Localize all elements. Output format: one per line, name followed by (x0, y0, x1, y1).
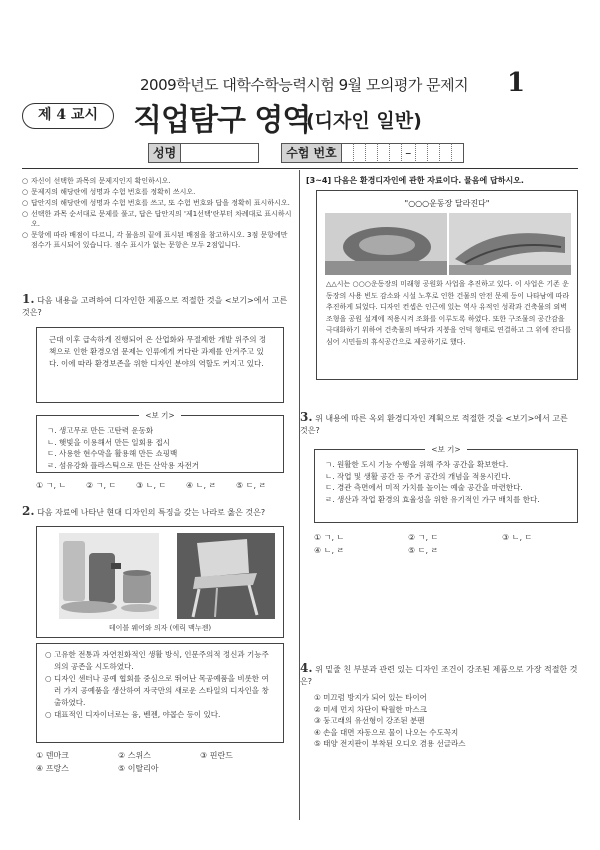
exam-number-digit[interactable] (440, 143, 452, 163)
answer-choice[interactable]: ① 미끄럼 방지가 되어 있는 타이어 (314, 693, 427, 702)
bullet-text: 디자인 센터나 공예 협회를 중심으로 뛰어난 목공예품을 비롯한 여러 가지 공예품을 생산하여 자국만의 새로운 스타일의 디자인을 창출하였다. (54, 674, 269, 707)
bogi-item: ㄴ. 햇빛을 이용해서 만든 일회용 접시 (47, 437, 170, 447)
bogi-item: ㄹ. 섬유강화 플라스틱으로 만든 산악용 자전거 (47, 460, 199, 470)
answer-choice[interactable]: ④ 프랑스 (36, 764, 69, 773)
answer-choice[interactable]: ① ㄱ, ㄴ (36, 481, 67, 490)
name-id-row (148, 143, 464, 163)
exam-number-digit[interactable] (378, 143, 390, 163)
answer-choices (314, 692, 578, 750)
bogi-item: ㄱ. 생고무로 만든 고탄력 운동화 (47, 426, 154, 435)
exam-number-digit[interactable] (366, 143, 378, 163)
question-2 (22, 505, 294, 775)
subject-title: 직업탐구 영역 (133, 103, 311, 138)
exam-number-digit[interactable] (428, 143, 440, 163)
answer-choices (314, 531, 578, 557)
section-header: [3~4] 다음은 환경디자인에 관한 자료이다. 물음에 답하시오. (306, 176, 524, 185)
question-3 (300, 411, 578, 557)
bogi-box (36, 411, 284, 473)
bogi-item: ㄴ. 작업 및 생활 공간 등 주거 공간의 개념을 적용시킨다. (325, 471, 511, 481)
article-headline: "○○○운동장 달라진다" (404, 199, 490, 208)
exam-number-digit[interactable] (342, 143, 354, 163)
figure-box (36, 526, 284, 638)
question-number: 4. (300, 661, 313, 675)
bullet-text: 고유한 전통과 자연친화적인 생활 방식, 인문주의적 정신과 기능주의의 공존을 시도하였다. (54, 650, 269, 671)
session-badge: 제 4 교시 (22, 103, 114, 129)
answer-choice[interactable]: ② ㄱ, ㄷ (408, 533, 439, 542)
bogi-box (314, 445, 578, 523)
bogi-item: ㄱ. 원활한 도시 기능 수행을 위해 주차 공간을 확보한다. (325, 460, 509, 469)
answer-choice[interactable]: ⑤ 태양 전지판이 부착된 오디오 겸용 선글라스 (314, 739, 466, 748)
page-number: 1 (507, 68, 526, 98)
exam-number-digit[interactable] (354, 143, 366, 163)
answer-choice[interactable]: ⑤ ㄷ, ㄹ (408, 546, 439, 555)
notice-item: ○ 자신이 선택한 과목의 문제지인지 확인하시오. (22, 176, 294, 186)
answer-choice[interactable]: ① 덴마크 (36, 751, 69, 760)
question-text: 위 밑줄 친 부분과 관련 있는 디자인 조건이 강조된 제품으로 가장 적절한 것은? (300, 665, 578, 686)
exam-number-digit[interactable] (416, 143, 428, 163)
answer-choice[interactable]: ④ 손을 대면 자동으로 물이 나오는 수도꼭지 (314, 727, 459, 737)
notice-item: ○ 답안지의 해당란에 성명과 수험 번호를 쓰고, 또 수험 번호와 답을 정확히 표시하시오. (22, 198, 294, 208)
bogi-item: ㄹ. 생산과 작업 환경의 효율성을 위한 유기적인 가구 배치를 한다. (325, 494, 540, 504)
subject-subtitle: (디자인 일반) (306, 110, 422, 132)
notice-item: ○ 문제지의 해당란에 성명과 수험 번호를 정확히 쓰시오. (22, 187, 294, 197)
question-4 (300, 662, 578, 750)
question-number: 3. (300, 410, 313, 424)
question-number: 2. (22, 504, 35, 518)
name-label: 성명 (148, 143, 181, 163)
answer-choice[interactable]: ② ㄱ, ㄷ (86, 481, 117, 490)
exam-number-digit[interactable] (452, 143, 464, 163)
answer-choice[interactable]: ③ ㄴ, ㄷ (502, 533, 533, 542)
passage-box: 근대 이후 급속하게 진행되어 온 산업화와 무절제한 개발 위주의 정책으로 인한 환경오염 문제는 인류에게 커다란 과제를 안겨주고 있다. 이에 따라 환경보존을 위한 디자인 분야의 역할도 커지고 있다. (36, 327, 284, 403)
exam-title: 2009학년도 대학수학능력시험 9월 모의평가 문제지 (140, 76, 469, 94)
question-number: 1. (22, 292, 35, 306)
answer-choice[interactable]: ⑤ ㄷ, ㄹ (236, 481, 267, 490)
article-text: △△시는 ○○○운동장의 미래형 공원화 사업을 추진하고 있다. 이 사업은 기존 운동장의 사용 빈도 감소와 시설 노후로 인한 건물의 안전 문제 등이 나타남에 따라 추진하게 되었다. 디자인 컨셉은 인근에 있는 역사 유적인 성곽과 건축물의 외벽 조형을 공원 설계에 적용시켜 조화를 이루도록 하였다. 또한 구조물의 공간감을 극대화하기 위하여 건축물의 바닥과 지붕을 언덕 형태로 연결하고 그 위에 잔디를 심어 시민들의 휴식공간으로 제공하기로 했다. (326, 280, 572, 346)
answer-choice[interactable]: ② 스위스 (118, 751, 151, 760)
bullet-text: 대표적인 디자이너로는 융, 벤젠, 야콥슨 등이 있다. (54, 710, 221, 719)
bogi-item: ㄷ. 사용한 현수막을 활용해 만든 쇼핑백 (47, 449, 178, 458)
notice-item: ○ 문항에 따라 배점이 다르니, 각 물음의 끝에 표시된 배점을 참고하시오. 3점 문항에만 점수가 표시되어 있습니다. 점수 표시가 없는 문항은 모두 2점입니다. (22, 230, 294, 250)
exam-number-dash: – (402, 143, 416, 163)
question-text: 다음 내용을 고려하여 디자인한 제품으로 적절한 것을 <보기>에서 고른 것은? (22, 296, 288, 317)
chair-photo (177, 533, 275, 619)
answer-choice[interactable]: ④ ㄴ, ㄹ (186, 481, 217, 490)
bullet-item: ○ 디자인 센터나 공예 협회를 중심으로 뛰어난 목공예품을 비롯한 여러 가지 공예품을 생산하여 자국만의 새로운 스타일의 디자인을 창출하였다. (45, 674, 269, 707)
notice-item: ○ 선택한 과목 순서대로 문제를 풀고, 답은 답안지의 '제1선택'란부터 차례대로 표시하시오. (22, 209, 294, 229)
answer-choice[interactable]: ⑤ 이탈리아 (118, 764, 159, 773)
answer-choice[interactable]: ④ ㄴ, ㄹ (314, 546, 345, 555)
bullet-box (36, 643, 284, 743)
answer-choice[interactable]: ③ 둥고래의 유선형이 강조된 분팬 (314, 716, 425, 725)
answer-choice[interactable]: ③ 핀란드 (200, 751, 233, 760)
question-1 (22, 293, 294, 492)
notice-list (22, 176, 294, 251)
exam-number-label: 수험 번호 (281, 143, 342, 163)
header-rule (22, 168, 578, 169)
answer-choice[interactable]: ① ㄱ, ㄴ (314, 533, 345, 542)
stadium-photos (325, 213, 571, 275)
answer-choices (36, 479, 294, 492)
bogi-item: ㄷ. 경관 측면에서 미적 가치를 높이는 예술 공간을 마련한다. (325, 483, 523, 492)
question-text: 위 내용에 따른 옥외 환경디자인 계획으로 적절한 것을 <보기>에서 고른 것은? (300, 414, 568, 435)
article-box (316, 190, 578, 380)
bullet-item: ○ 고유한 전통과 자연친화적인 생활 방식, 인문주의적 정신과 기능주의의 공존을 시도하였다. (45, 650, 269, 671)
exam-number-digit[interactable] (390, 143, 402, 163)
answer-choices (36, 749, 294, 775)
answer-choice[interactable]: ③ ㄴ, ㄷ (136, 481, 167, 490)
figure-caption: 테이블 웨어와 의자 (에릭 맥누젠) (108, 624, 212, 632)
question-text: 다음 자료에 나타난 현대 디자인의 특징을 갖는 나라로 옳은 것은? (37, 508, 266, 517)
bogi-title: <보 기> (139, 411, 180, 420)
bogi-title: <보 기> (425, 445, 466, 454)
name-field[interactable] (181, 143, 259, 163)
bullet-item: ○ 대표적인 디자이너로는 융, 벤젠, 야콥슨 등이 있다. (45, 710, 221, 719)
tableware-photo (59, 533, 159, 619)
answer-choice[interactable]: ② 미세 먼지 차단이 탁월한 마스크 (314, 704, 427, 714)
